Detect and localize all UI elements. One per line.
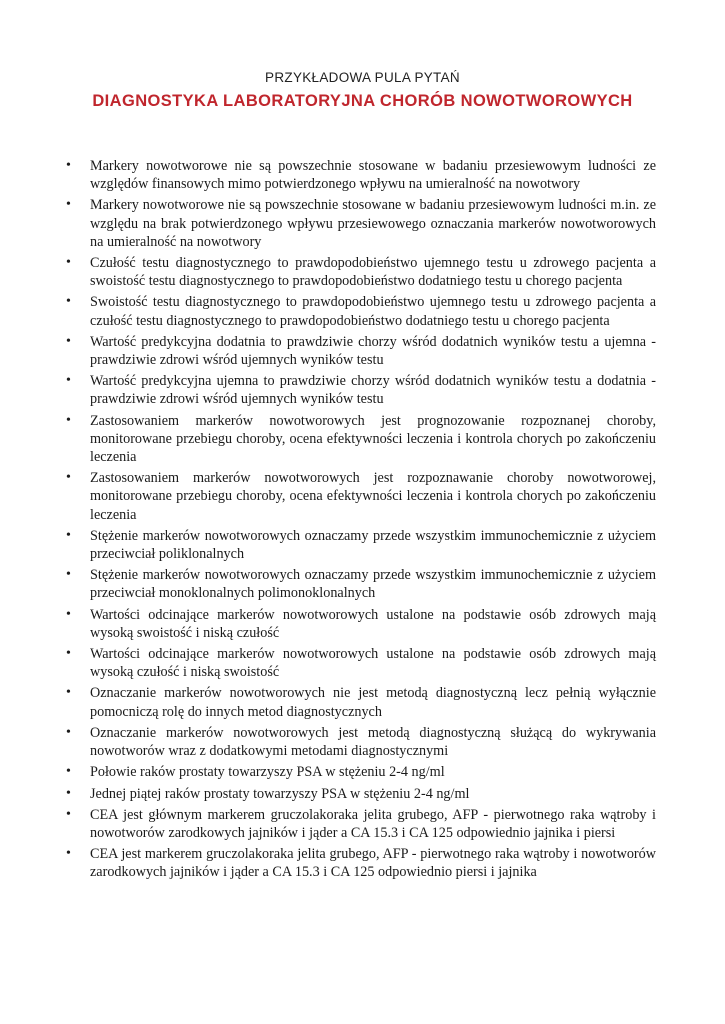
bullet-icon: • <box>66 785 71 801</box>
list-item <box>66 785 656 803</box>
bullet-icon: • <box>66 606 71 622</box>
bullet-icon: • <box>66 764 71 780</box>
list-item-text: Oznaczanie markerów nowotworowych jest metodą diagnostyczną służącą do wykrywania nowotworów wraz z dodatkowymi metodami diagnostycznymi <box>90 724 656 760</box>
list-item-text: Jednej piątej raków prostaty towarzyszy PSA w stężeniu 2-4 ng/ml <box>90 785 470 802</box>
document-pre-title: PRZYKŁADOWA PULA PYTAŃ <box>265 70 460 85</box>
list-item <box>66 333 656 369</box>
question-list <box>66 157 656 885</box>
bullet-icon: • <box>66 255 71 271</box>
list-item <box>66 684 656 720</box>
bullet-icon: • <box>66 724 71 740</box>
bullet-icon: • <box>66 294 71 310</box>
list-item-text: Wartości odcinające markerów nowotworowych ustalone na podstawie osób zdrowych mają wysoką czułość i niską swoistość <box>90 646 656 681</box>
list-item-text: Stężenie markerów nowotworowych oznaczamy przede wszystkim immunochemicznie z użyciem przeciwciał poliklonalnych <box>90 527 656 563</box>
bullet-icon: • <box>66 158 71 173</box>
list-item-text: Markery nowotworowe nie są powszechnie stosowane w badaniu przesiewowym ludności ze względów finansowych mimo potwierdzonego wpływu na umieralność na nowotwory <box>90 158 656 193</box>
list-item-text: Markery nowotworowe nie są powszechnie stosowane w badaniu przesiewowym ludności m.in. ze względu na brak potwierdzonego wpływu przesiewowego oznaczania markerów nowotworowych na umieralność na nowotwory <box>90 197 656 250</box>
list-item <box>66 157 656 193</box>
bullet-icon: • <box>66 646 71 662</box>
list-item-text: Zastosowaniem markerów nowotworowych jest rozpoznawanie choroby nowotworowej, monitorowane przebiegu choroby, ocena efektywności leczenia i kontrola chorych po zakończeniu leczenia <box>90 470 656 523</box>
list-item-text: CEA jest głównym markerem gruczolakoraka jelita grubego, AFP - pierwotnego raka wątroby i nowotworów zarodkowych jajników i jąder a CA 15.3 i CA 125 odpowiednio jajnika i piersi <box>90 806 656 841</box>
list-item <box>66 845 656 881</box>
list-item <box>66 763 656 781</box>
list-item-text: Czułość testu diagnostycznego to prawdopodobieństwo ujemnego testu u zdrowego pacjenta a swoistość testu diagnostycznego to prawdopodobieństwo dodatniego testu u chorego pacjenta <box>90 255 656 290</box>
list-item-text: Wartość predykcyjna ujemna to prawdziwie chorzy wśród dodatnich wyników testu a dodatnia - prawdziwie zdrowi wśród ujemnych wyników testu <box>90 373 656 408</box>
list-item <box>66 527 656 563</box>
list-item <box>66 293 656 329</box>
list-item <box>66 566 656 602</box>
list-item-text: Stężenie markerów nowotworowych oznaczamy przede wszystkim immunochemicznie z użyciem przeciwciał monoklonalnych polimonoklonalnych <box>90 567 656 602</box>
list-item-text: Wartość predykcyjna dodatnia to prawdziwie chorzy wśród dodatnich wyników testu a ujemna - prawdziwie zdrowi wśród ujemnych wyników testu <box>90 333 656 369</box>
bullet-icon: • <box>66 470 71 486</box>
bullet-icon: • <box>66 806 71 822</box>
list-item-text: Wartości odcinające markerów nowotworowych ustalone na podstawie osób zdrowych mają wysoką swoistość i niską czułość <box>90 606 656 641</box>
list-item <box>66 806 656 842</box>
list-item-text: Połowie raków prostaty towarzyszy PSA w stężeniu 2-4 ng/ml <box>90 764 445 781</box>
list-item-text: Oznaczanie markerów nowotworowych nie jest metodą diagnostyczną lecz pełnią wyłącznie pomocniczą rolę do innych metod diagnostycznych <box>90 685 656 720</box>
list-item <box>66 469 656 524</box>
list-item-text: Zastosowaniem markerów nowotworowych jest prognozowanie rozpoznanej choroby, monitorowane przebiegu choroby, ocena efektywności leczenia i kontrola chorych po zakończeniu leczenia <box>90 412 656 466</box>
bullet-icon: • <box>66 373 71 389</box>
list-item-text: CEA jest markerem gruczolakoraka jelita grubego, AFP - pierwotnego raka wątroby i nowotworów zarodkowych jajników i jąder a CA 15.3 i CA 125 odpowiednio piersi i jajnika <box>90 846 656 881</box>
bullet-icon: • <box>66 197 71 213</box>
bullet-icon: • <box>66 412 71 428</box>
list-item <box>66 724 656 760</box>
list-item <box>66 196 656 251</box>
document-title: DIAGNOSTYKA LABORATORYJNA CHORÓB NOWOTWOROWYCH <box>92 92 633 110</box>
bullet-icon: • <box>66 846 71 862</box>
list-item <box>66 372 656 408</box>
bullet-icon: • <box>66 527 71 543</box>
bullet-icon: • <box>66 333 71 349</box>
list-item <box>66 254 656 290</box>
bullet-icon: • <box>66 685 71 701</box>
list-item <box>66 412 656 467</box>
list-item <box>66 606 656 642</box>
bullet-icon: • <box>66 567 71 583</box>
list-item <box>66 645 656 681</box>
list-item-text: Swoistość testu diagnostycznego to prawdopodobieństwo ujemnego testu u zdrowego pacjenta a czułość testu diagnostycznego to prawdopodobieństwo dodatniego testu u chorego pacjenta <box>90 294 656 329</box>
